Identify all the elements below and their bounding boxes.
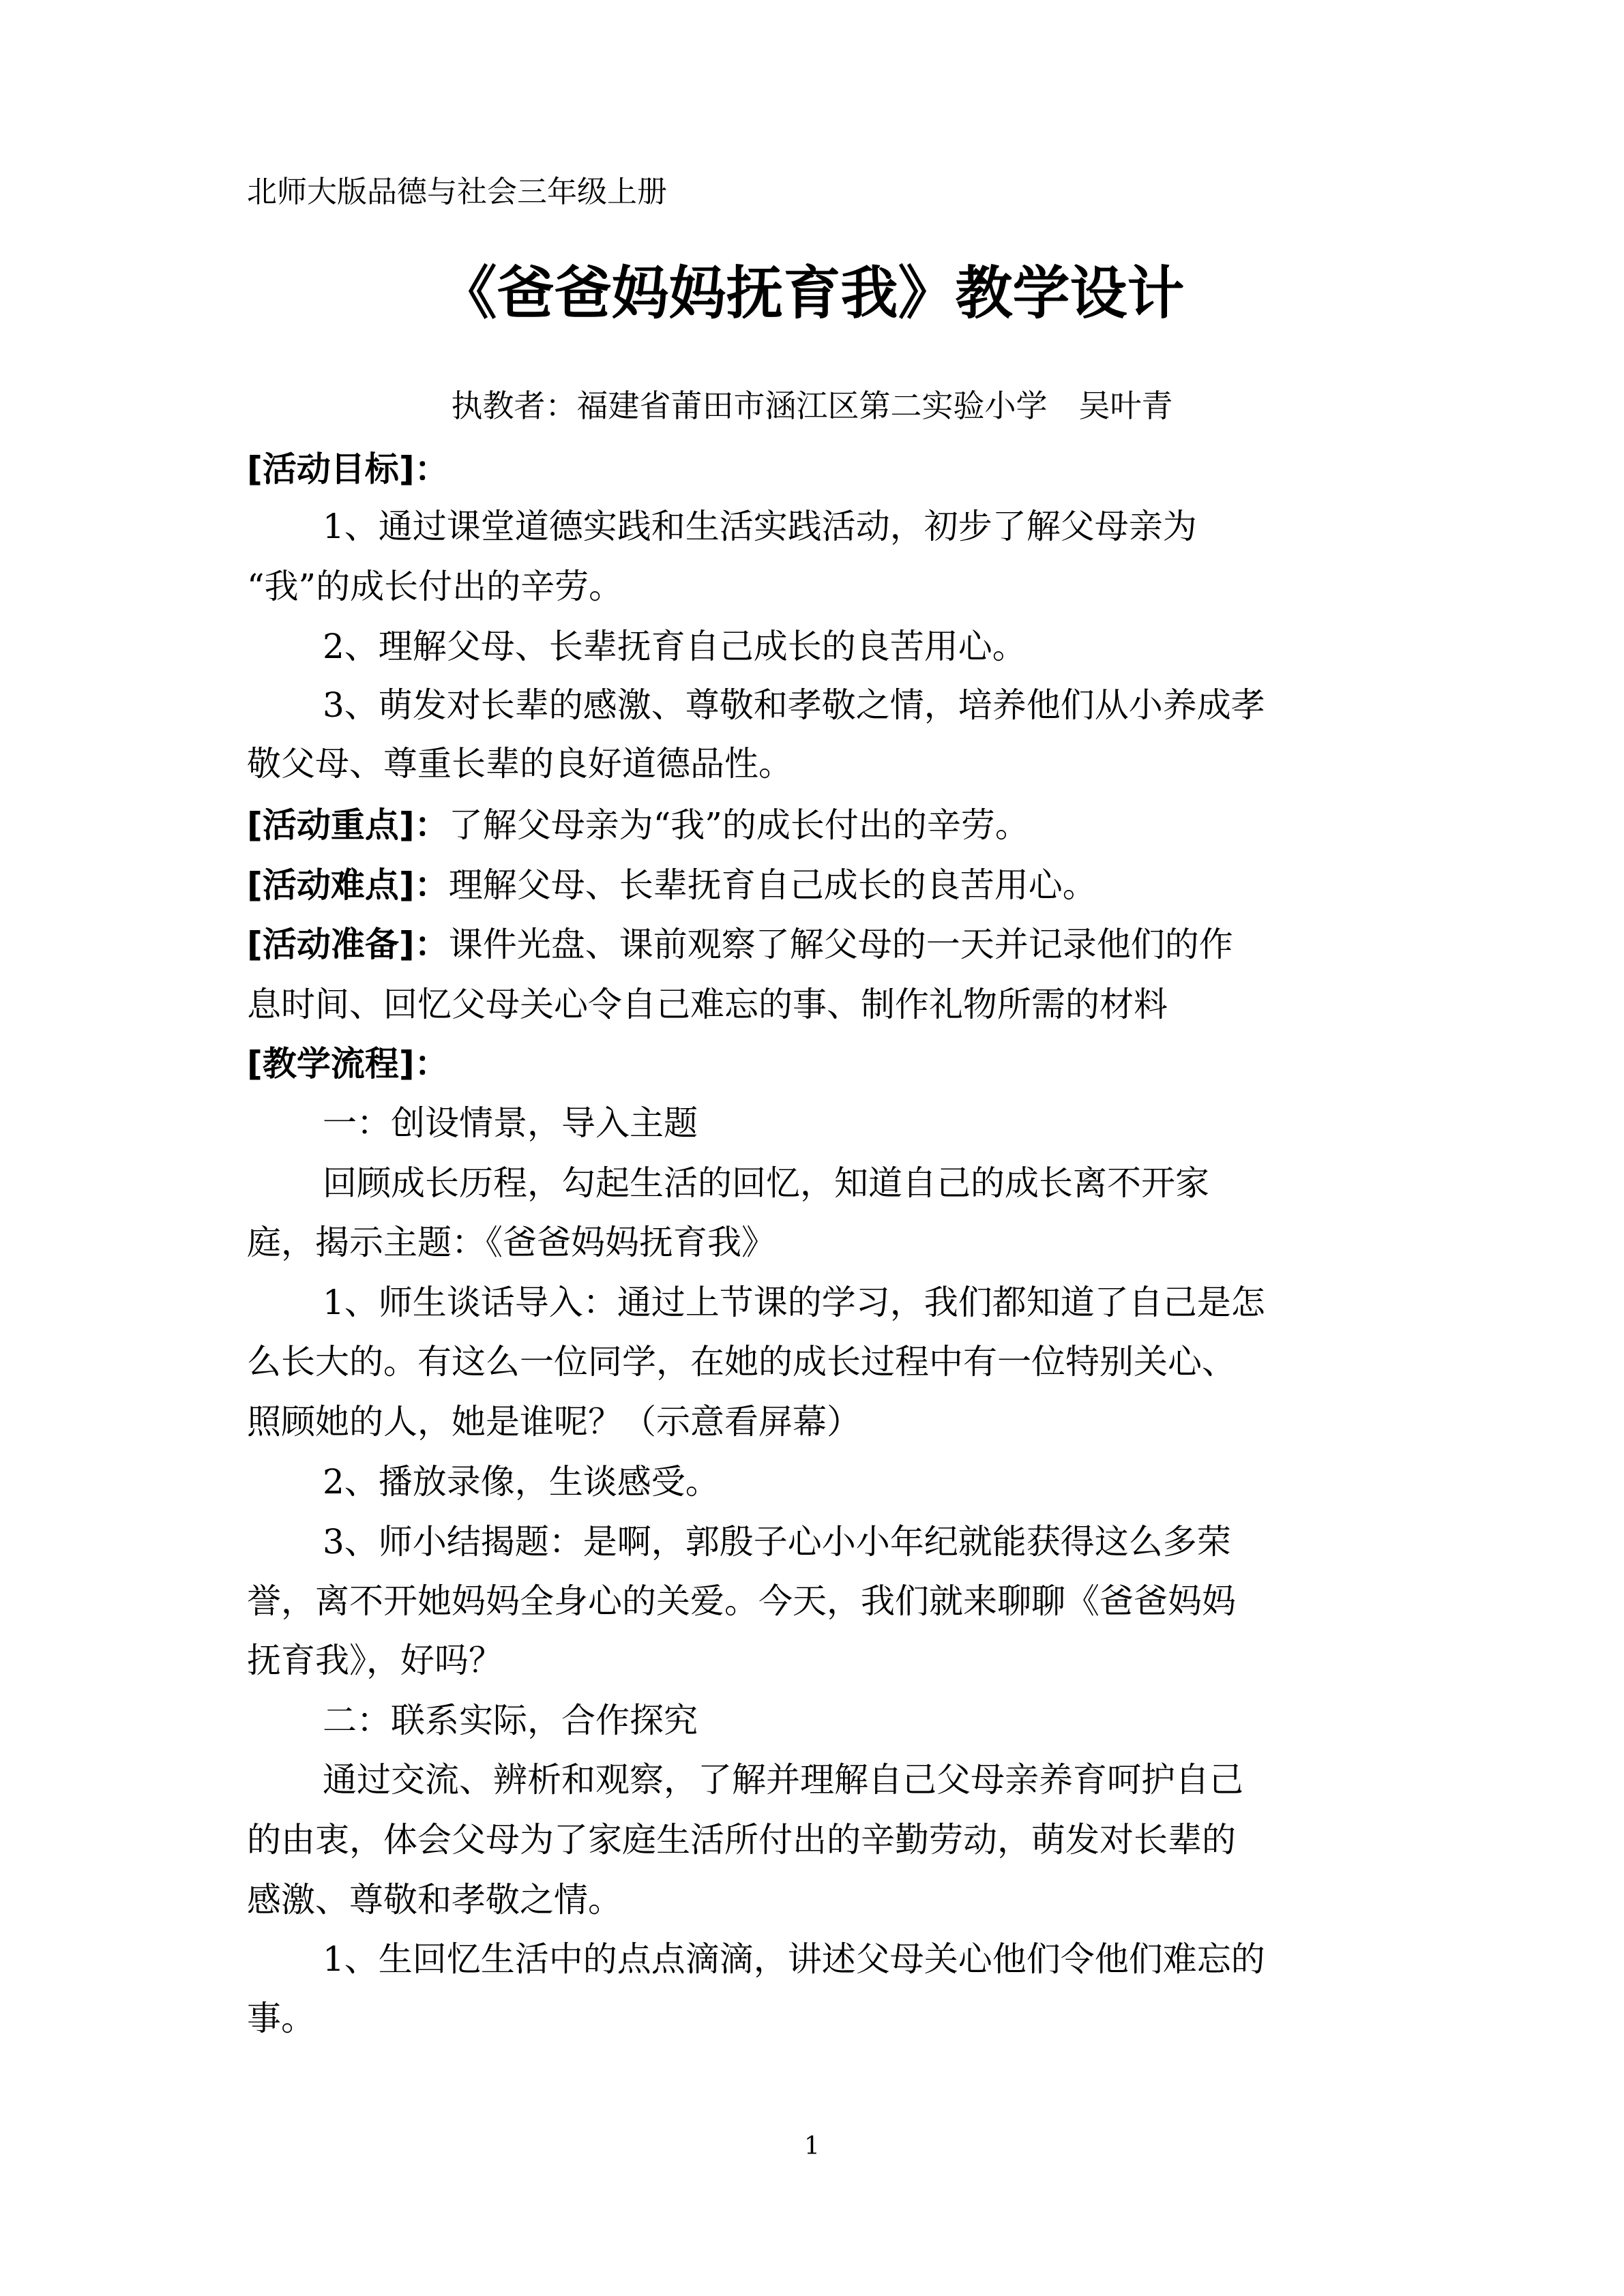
part2-intro-3: 感激、尊敬和孝敬之情。 (247, 1880, 622, 1920)
p1-step3-line-2: 誉，离不开她妈妈全身心的关爱。今天，我们就来聊聊《爸爸妈妈 (247, 1581, 1236, 1621)
focus-label: [活动重点]： (247, 805, 449, 845)
page-number: 1 (804, 2132, 820, 2160)
part2-title: 二：联系实际，合作探究 (323, 1701, 698, 1740)
goals-heading: [活动目标]： (247, 449, 449, 489)
difficulty-label: [活动难点]： (247, 865, 449, 905)
goal-1-line-2: “我”的成长付出的辛劳。 (247, 567, 623, 606)
p1-step1-line-3: 照顾她的人，她是谁呢？（示意看屏幕） (247, 1402, 861, 1442)
preparation-text-1: 课件光盘、课前观察了解父母的一天并记录他们的作 (448, 925, 1233, 964)
p1-step3-line-1: 3、师小结揭题：是啊，郭殷子心小小年纪就能获得这么多荣 (323, 1522, 1231, 1562)
p2-step1-line-2: 事。 (247, 1999, 315, 2038)
goal-2: 2、理解父母、长辈抚育自己成长的良苦用心。 (323, 627, 1027, 666)
difficulty-row (247, 865, 1097, 906)
preparation-label: [活动准备]： (247, 925, 449, 964)
process-heading: [教学流程]： (247, 1044, 449, 1084)
goal-1-line-1: 1、通过课堂道德实践和生活实践活动，初步了解父母亲为 (323, 507, 1197, 546)
preparation-text-2: 息时间、回忆父母关心令自己难忘的事、制作礼物所需的材料 (247, 985, 1168, 1024)
part1-intro-1: 回顾成长历程，勾起生活的回忆，知道自己的成长离不开家 (323, 1163, 1209, 1203)
part2-intro-2: 的由衷，体会父母为了家庭生活所付出的辛勤劳动，萌发对长辈的 (247, 1820, 1236, 1860)
preparation-row (247, 924, 1233, 965)
focus-row (247, 805, 1029, 846)
goal-3-line-2: 敬父母、尊重长辈的良好道德品性。 (247, 744, 793, 784)
p1-step1-line-1: 1、师生谈话导入：通过上节课的学习，我们都知道了自己是怎 (323, 1283, 1265, 1322)
part1-title: 一：创设情景，导入主题 (323, 1103, 698, 1143)
page-title: 《爸爸妈妈抚育我》教学设计 (439, 260, 1185, 327)
p1-step1-line-2: 么长大的。有这么一位同学，在她的成长过程中有一位特别关心、 (247, 1342, 1236, 1382)
p1-step3-line-3: 抚育我》，好吗？ (247, 1641, 503, 1680)
p2-step1-line-1: 1、生回忆生活中的点点滴滴，讲述父母关心他们令他们难忘的 (323, 1939, 1265, 1979)
p1-step2: 2、播放录像，生谈感受。 (323, 1462, 720, 1502)
difficulty-text: 理解父母、长辈抚育自己成长的良苦用心。 (448, 865, 1097, 905)
goal-3-line-1: 3、萌发对长辈的感激、尊敬和孝敬之情，培养他们从小养成孝 (323, 685, 1265, 725)
part1-intro-2: 庭，揭示主题：《爸爸妈妈抚育我》 (247, 1223, 776, 1262)
part2-intro-1: 通过交流、辨析和观察，了解并理解自己父母亲养育呵护自己 (323, 1760, 1243, 1800)
author-line: 执教者：福建省莆田市涵江区第二实验小学 吴叶青 (451, 387, 1173, 424)
focus-text: 了解父母亲为“我”的成长付出的辛劳。 (448, 805, 1029, 845)
series-label: 北师大版品德与社会三年级上册 (247, 175, 667, 209)
